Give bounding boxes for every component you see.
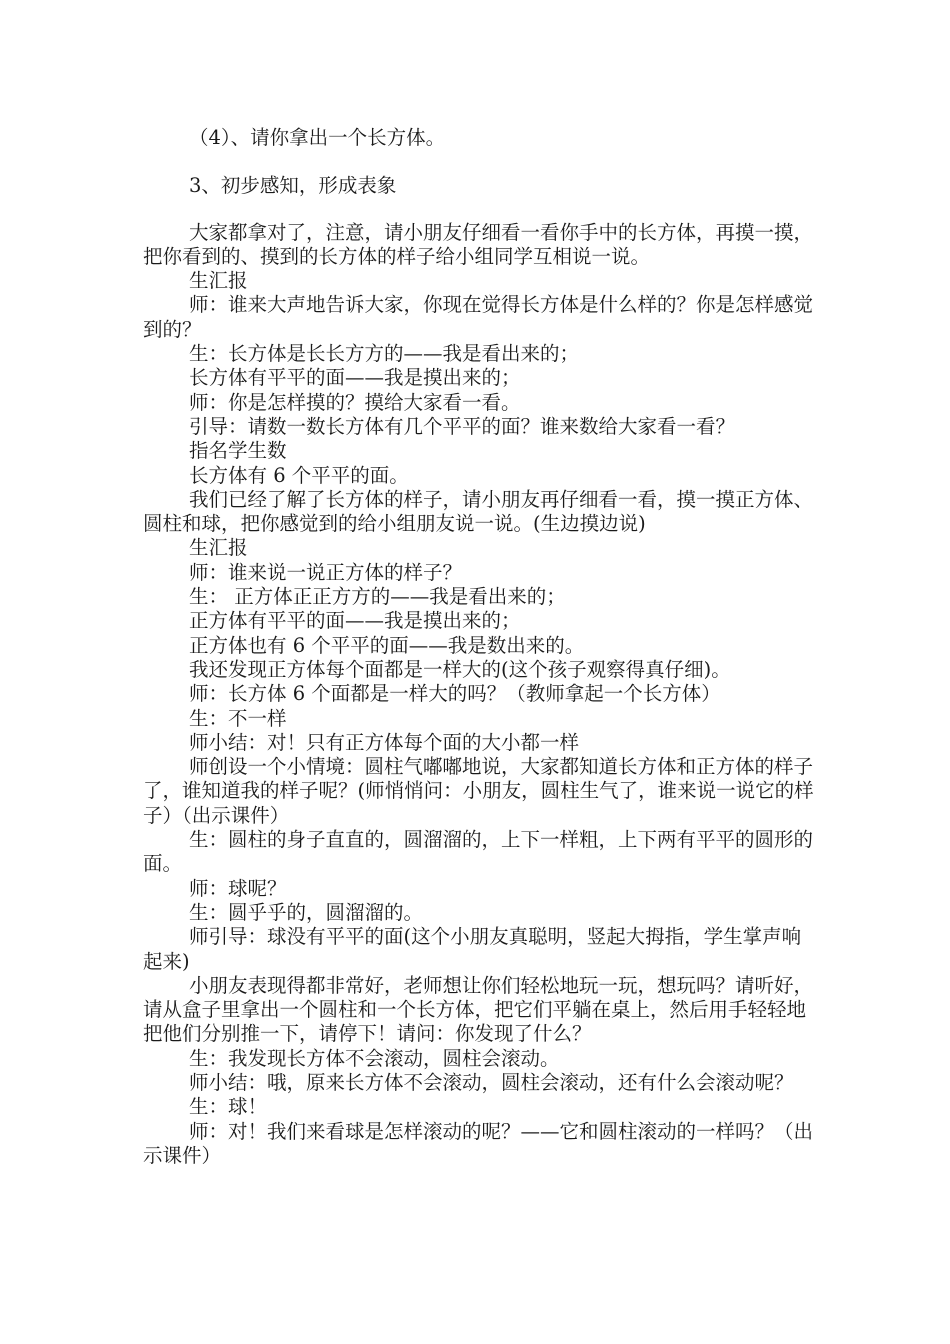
paragraph: 师小结：哦，原来长方体不会滚动，圆柱会滚动，还有什么会滚动呢？: [189, 1070, 794, 1094]
paragraph: 长方体有 6 个平平的面。: [189, 463, 409, 487]
paragraph: 大家都拿对了，注意，请小朋友仔细看一看你手中的长方体，再摸一摸，把你看到的、摸到的长方体的样子给小组同学互相说一说。: [143, 220, 814, 268]
paragraph: （4）、请你拿出一个长方体。: [189, 126, 446, 149]
paragraph: 生：我发现长方体不会滚动，圆柱会滚动。: [189, 1046, 560, 1070]
paragraph: 生：圆柱的身子直直的，圆溜溜的，上下一样粗，上下两有平平的圆形的面。: [143, 828, 814, 876]
paragraph: 我还发现正方体每个面都是一样大的(这个孩子观察得真仔细)。: [189, 657, 731, 681]
paragraph: 正方体有平平的面——我是摸出来的；: [189, 609, 521, 633]
paragraph: 师：谁来说一说正方体的样子？: [189, 560, 463, 584]
paragraph: 师引导：球没有平平的面(这个小朋友真聪明，竖起大拇指，学生掌声响起来): [143, 925, 802, 973]
paragraph: 生汇报: [189, 536, 248, 560]
paragraph: 师：你是怎样摸的？摸给大家看一看。: [189, 390, 521, 414]
paragraph: 师创设一个小情境：圆柱气嘟嘟地说，大家都知道长方体和正方体的样子了，谁知道我的样子呢？(师悄悄问：小朋友，圆柱生气了，谁来说一说它的样子）（出示课件）: [143, 755, 814, 827]
document-body: [143, 126, 815, 1168]
paragraph: 生汇报: [189, 269, 248, 293]
paragraph: 师：长方体 6 个面都是一样大的吗？（教师拿起一个长方体）: [189, 682, 721, 706]
paragraph: 引导：请数一数长方体有几个平平的面？谁来数给大家看一看？: [189, 414, 736, 438]
paragraph: 生：圆乎乎的，圆溜溜的。: [189, 900, 424, 924]
paragraph: 师小结：对！只有正方体每个面的大小都一样: [189, 730, 580, 754]
paragraph: 长方体有平平的面——我是摸出来的；: [189, 366, 521, 390]
paragraph: 指名学生数: [189, 439, 287, 463]
paragraph: 生：长方体是长长方方的——我是看出来的；: [189, 342, 580, 366]
section-heading: 3、初步感知，形成表象: [189, 174, 397, 198]
paragraph: 师：谁来大声地告诉大家，你现在觉得长方体是什么样的？你是怎样感觉到的？: [143, 293, 814, 341]
paragraph: 生：不一样: [189, 706, 287, 730]
paragraph: 生： 正方体正正方方的——我是看出来的；: [189, 585, 566, 609]
paragraph: 小朋友表现得都非常好，老师想让你们轻松地玩一玩，想玩吗？请听好，请从盒子里拿出一个圆柱和一个长方体，把它们平躺在桌上，然后用手轻轻地把他们分别推一下，请停下！请问：你发现了什么？: [143, 973, 814, 1046]
paragraph: 师：对！我们来看球是怎样滚动的呢？——它和圆柱滚动的一样吗？（出示课件）: [143, 1119, 814, 1167]
paragraph: 生：球！: [189, 1095, 268, 1119]
paragraph: 我们已经了解了长方体的样子，请小朋友再仔细看一看，摸一摸正方体、圆柱和球，把你感觉到的给小组朋友说一说。(生边摸边说): [143, 487, 814, 536]
paragraph: 正方体也有 6 个平平的面——我是数出来的。: [189, 633, 585, 657]
paragraph: 师：球呢？: [189, 876, 287, 900]
